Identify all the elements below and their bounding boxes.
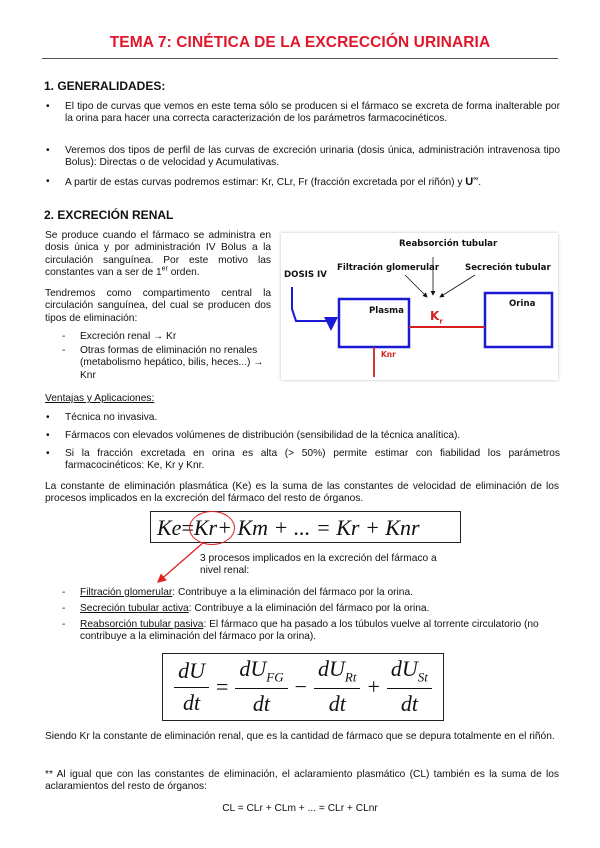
kr-label: $K_r$: [430, 309, 443, 326]
secretion-arrow: [440, 275, 475, 297]
list-item: • Veremos dos tipos de perfil de las curvas de excreción urinaria (dosis única, administración intravenosa tipo Bolus): Directas o de velocidad y Acumulativas.: [46, 145, 560, 169]
bullet-icon: •: [46, 412, 50, 423]
list-item: - Excreción renal → Kr: [62, 331, 177, 342]
list-item: - Secreción tubular activa: Contribuye a la eliminación del fármaco por la orina.: [62, 603, 430, 614]
list-item: - Otras formas de eliminación no renales (metabolismo hepático, bilis, heces...) → Knr: [62, 345, 264, 381]
dose-arrow: [292, 287, 331, 329]
secretion-label: Secreción tubular: [465, 263, 551, 273]
page-title: TEMA 7: CINÉTICA DE LA EXCRECCIÓN URINARIA: [109, 34, 491, 51]
list-item: - Reabsorción tubular pasiva: El fármaco que ha pasado a los túbulos vuelve al torrente circulatorio (no contribuye a la eliminación del fármaco por la orina).: [62, 619, 539, 643]
list-item: • Técnica no invasiva.: [46, 412, 158, 423]
filtration-arrow: [405, 275, 427, 297]
processes-note: 3 procesos implicados en la excreción del fármaco a nivel renal:: [200, 553, 437, 577]
title-divider: [42, 58, 558, 59]
list-item: • Si la fracción excretada en orina es alta (> 50%) permite estimar con fiabilidad los parámetros farmacocinéticos: Ke, Kr y Knr.: [46, 448, 560, 472]
kr-definition: Siendo Kr la constante de eliminación renal, que es la cantidad de fármaco que se depura totalmente en el riñón.: [45, 731, 555, 742]
list-item: • A partir de estas curvas podremos estimar: Kr, CLr, Fr (fracción excretada por el riñón) y U∞.: [46, 175, 482, 188]
bullet-icon: •: [46, 430, 50, 441]
reabsorption-label: Reabsorción tubular: [399, 239, 498, 249]
intro-paragraph: Se produce cuando el fármaco se administra en dosis única y por administración IV Bolus a la circulación sanguínea. Por este motivo las constantes van a ser de 1er orden.: [45, 230, 271, 279]
section-1-heading: 1. GENERALIDADES:: [44, 79, 166, 93]
plasma-label: Plasma: [369, 306, 404, 316]
bullet-icon: •: [46, 101, 50, 112]
cl-equation: CL = CLr + CLm + ... = CLr + CLnr: [222, 803, 378, 814]
filtration-label: Filtración glomerular: [337, 263, 440, 273]
knr-label: Knr: [381, 350, 396, 359]
ke-paragraph: La constante de eliminación plasmática (Ke) es la suma de las constantes de velocidad de eliminación de los procesos implicados en la excreción del fármaco del resto de órganos.: [45, 481, 559, 505]
bullet-icon: •: [46, 448, 50, 459]
cl-paragraph: ** Al igual que con las constantes de eliminación, el aclaramiento plasmático (CL) también es la suma de los aclaramientos del resto de órganos:: [45, 769, 559, 793]
kr-term: Kr: [193, 515, 218, 540]
du-dt-equation: $\frac{dU}{dt}$ = $\frac{dU_{FG}}{dt}$ − $\frac{dU_{Rt}}{dt}$ + $\frac{dU_{St}}{dt}$: [162, 653, 444, 721]
renal-excretion-diagram: [281, 233, 558, 380]
section-2-heading: 2. EXCRECIÓN RENAL: [44, 208, 174, 222]
ventajas-heading: Ventajas y Aplicaciones:: [45, 393, 155, 404]
urine-label: Orina: [509, 299, 536, 309]
ke-equation: Ke=Kr + Km + ... = Kr + Knr: [150, 511, 461, 543]
list-item: - Filtración glomerular: Contribuye a la eliminación del fármaco por la orina.: [62, 587, 413, 598]
dose-label: DOSIS IV: [284, 270, 327, 280]
compartment-paragraph: Tendremos como compartimento central la circulación sanguínea, del cual se producen dos tipos de eliminación:: [45, 288, 271, 324]
list-item: • Fármacos con elevados volúmenes de distribución (sensibilidad de la técnica analítica).: [46, 430, 461, 441]
list-item: • El tipo de curvas que vemos en este tema sólo se producen si el fármaco se excreta de forma inalterable por la orina para hacer una correcta caracterización de los parámetros farmacocinéticos.: [46, 101, 560, 125]
bullet-icon: •: [46, 145, 50, 156]
bullet-icon: •: [46, 176, 50, 187]
